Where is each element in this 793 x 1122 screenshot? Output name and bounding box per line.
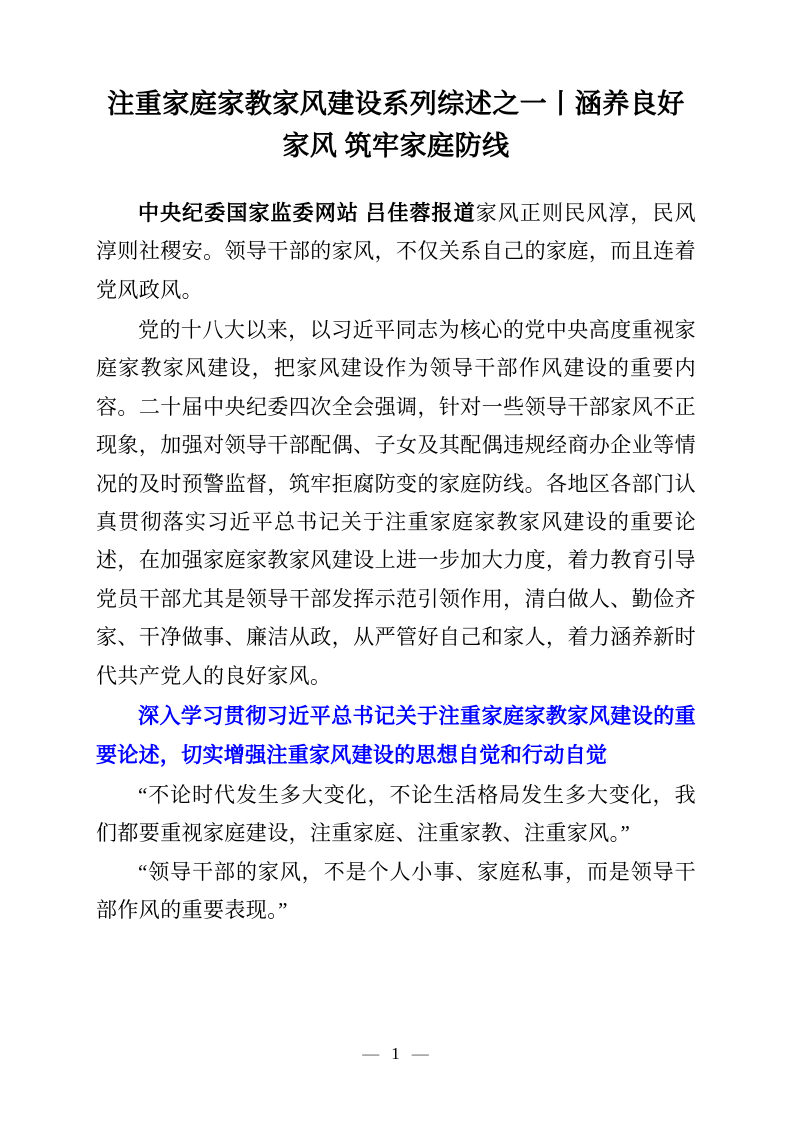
document-body <box>96 84 696 930</box>
paragraph-body: 党的十八大以来，以习近平同志为核心的党中央高度重视家庭家教家风建设，把家风建设作为领导干部作风建设的重要内容。二十届中央纪委四次全会强调，针对一些领导干部家风不正现象，加强对领导干部配偶、子女及其配偶违规经商办企业等情况的及时预警监督，筑牢拒腐防变的家庭防线。各地区各部门认真贯彻落实习近平总书记关于注重家庭家教家风建设的重要论述，在加强家庭家教家风建设上进一步加大力度，着力教育引导党员干部尤其是领导干部发挥示范引领作用，清白做人、勤俭齐家、干净做事、廉洁从政，从严管好自己和家人，着力涵养新时代共产党人的良好家风。 <box>96 317 696 688</box>
footer-dash-right: — <box>411 1044 431 1063</box>
page-number: 1 <box>391 1044 402 1063</box>
page-footer <box>0 1044 793 1064</box>
paragraph-text: 家风正则民风淳，民风淳则社稷安。领导干部的家风，不仅关系自己的家庭，而且连着党风政风。 <box>96 200 696 302</box>
page-title: 注重家庭家教家风建设系列综述之一丨涵养良好家风 筑牢家庭防线 <box>107 89 685 161</box>
quotation-second: “领导干部的家风，不是个人小事、家庭私事，而是领导干部作风的重要表现。” <box>96 859 696 923</box>
section-heading-highlighted: 深入学习贯彻习近平总书记关于注重家庭家教家风建设的重要论述，切实增强注重家风建设的思想自觉和行动自觉 <box>96 704 696 767</box>
paragraph-lead <box>96 194 696 309</box>
byline: 中央纪委国家监委网站 吕佳蓉报道 <box>138 200 476 225</box>
quotation-first: “不论时代发生多大变化，不论生活格局发生多大变化，我们都要重视家庭建设，注重家庭、注重家教、注重家风。” <box>96 783 696 846</box>
footer-dash-left: — <box>362 1044 382 1063</box>
